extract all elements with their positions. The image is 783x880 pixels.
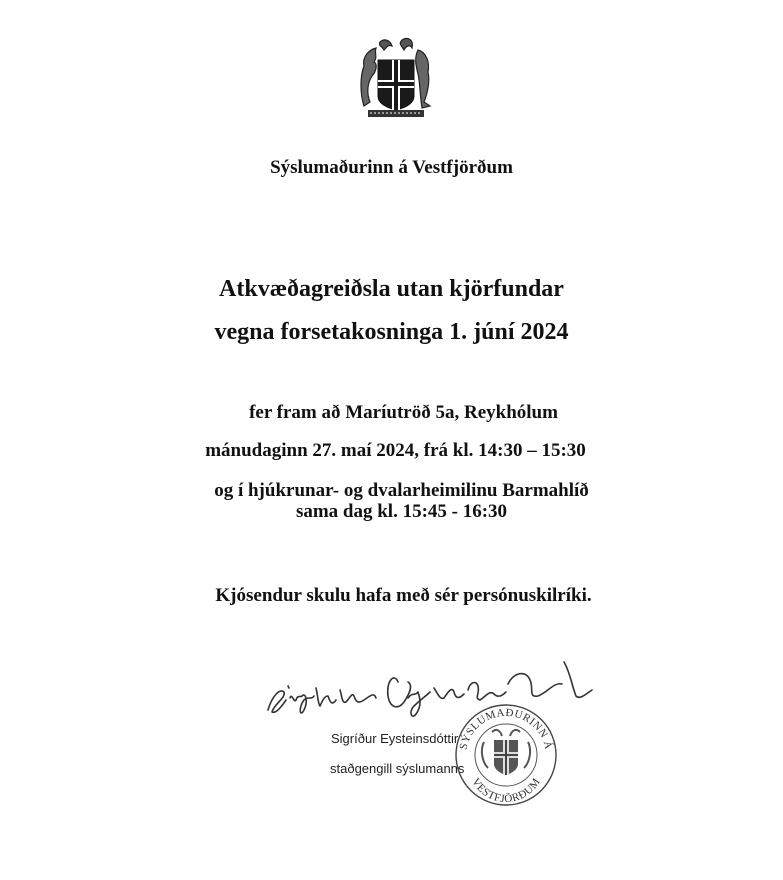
voter-id-instruction: Kjósendur skulu hafa með sér persónuskilríki. [215,585,592,606]
svg-text:VESTFJÖRÐUM: VESTFJÖRÐUM [469,775,543,806]
second-location-line: og í hjúkrunar- og dvalarheimilinu Barmahlíð [214,480,589,501]
signatory-role: staðgengill sýslumanns [330,761,465,776]
date-time-line: mánudaginn 27. maí 2024, frá kl. 14:30 – 15:30 [205,440,586,461]
second-time-line: sama dag kl. 15:45 - 16:30 [295,501,508,522]
issuing-office: Sýslumaðurinn á Vestfjörðum [270,157,513,178]
coat-of-arms-icon [358,36,434,120]
official-stamp [450,702,562,808]
location-line: fer fram að Maríutröð 5a, Reykhólum [249,402,558,423]
notice-title-line-1: Atkvæðagreiðsla utan kjörfundar [219,276,564,302]
notice-title-line-2: vegna forsetakosninga 1. júní 2024 [214,319,569,345]
signatory-name: Sigríður Eysteinsdóttir [331,731,459,746]
svg-text:SÝSLUMAÐURINN Á: SÝSLUMAÐURINN Á [457,706,555,751]
